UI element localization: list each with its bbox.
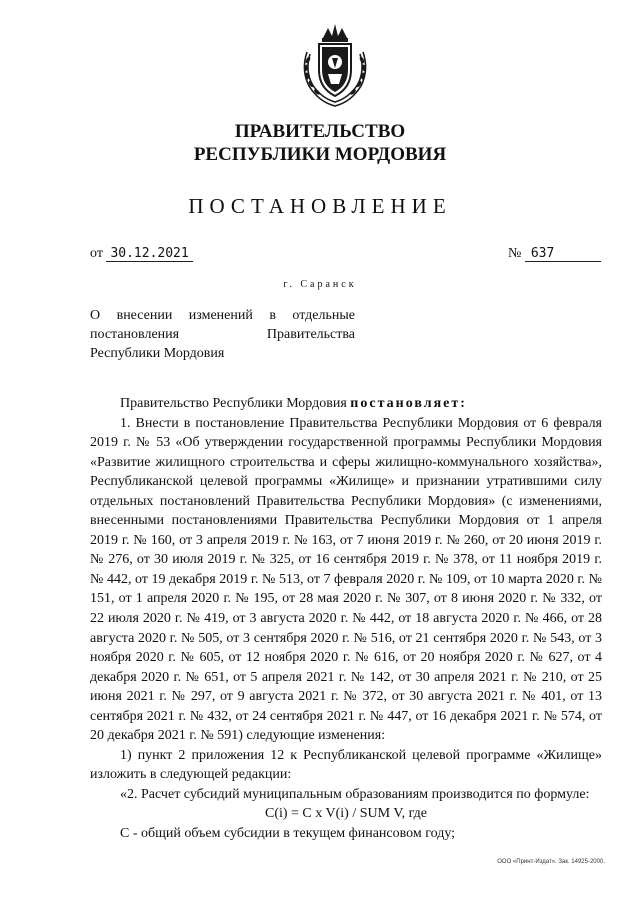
document-subject bbox=[90, 306, 355, 363]
organization-name-line1: ПРАВИТЕЛЬСТВО bbox=[234, 121, 406, 142]
definition-c: С - общий объем субсидии в текущем финансовом году; bbox=[120, 826, 456, 842]
intro-paragraph bbox=[90, 394, 602, 414]
date-prefix: от bbox=[90, 246, 103, 261]
coat-of-arms-emblem bbox=[295, 18, 375, 110]
subject-line: Республики Мордовия bbox=[90, 346, 225, 361]
document-date bbox=[90, 246, 193, 262]
city-label: г. Саранск bbox=[283, 279, 357, 290]
intro-keyword: постановляет: bbox=[350, 396, 467, 411]
document-type-title: ПОСТАНОВЛЕНИЕ bbox=[188, 194, 452, 218]
subject-line: О внесении изменений в отдельные bbox=[90, 308, 355, 323]
organization-name-line2: РЕСПУБЛИКИ МОРДОВИЯ bbox=[193, 144, 447, 165]
document-body bbox=[90, 394, 602, 844]
subject-line: постановления Правительства bbox=[90, 327, 355, 342]
document-number bbox=[508, 246, 601, 262]
print-note: ООО «Принт-Издат». Зак. 14925-2000. bbox=[497, 859, 605, 865]
number-prefix: № bbox=[508, 246, 522, 261]
item-1-paragraph: 1. Внести в постановление Правительства Республики Мордовия от 6 февраля 2019 г. № 53 «Об утверждении государственной программы Республики Мордовия «Развитие жилищного строительства и сферы жилищно-коммунального хозяйства», Республиканской целевой программы «Жилище» и признании утратившими силу отдельных постановлений Правительства Республики Мордовия» (с изменениями, внесенными постановлениями Правительства Республики Мордовия от 1 апреля 2019 г. № 160, от 3 апреля 2019 г. № 163, от 7 июня 2019 г. № 260, от 20 июня 2019 г. № 276, от 30 июля 2019 г. № 325, от 16 сентября 2019 г. № 378, от 11 ноября 2019 г. № 442, от 19 декабря 2019 г. № 513, от 7 февраля 2020 г. № 109, от 10 марта 2020 г. № 151, от 1 апреля 2020 г. № 195, от 28 мая 2020 г. № 307, от 8 июня 2020 г. № 332, от 22 июля 2020 г. № 419, от 3 августа 2020 г. № 442, от 18 августа 2020 г. № 466, от 28 августа 2020 г. № 505, от 3 сентября 2020 г. № 516, от 21 сентября 2020 г. № 543, от 3 ноября 2020 г. № 605, от 12 ноября 2020 г. № 616, от 20 ноября 2020 г. № 627, от 4 декабря 2020 г. № 651, от 5 апреля 2021 г. № 142, от 30 апреля 2021 г. № 210, от 25 июня 2021 г. № 297, от 9 августа 2021 г. № 372, от 30 августа 2021 г. № 401, от 13 сентября 2021 г. № 432, от 24 сентября 2021 г. № 447, от 16 декабря 2021 г. № 574, от 20 декабря 2021 г. № 591) следующие изменения: bbox=[90, 415, 602, 744]
formula: C(i) = C x V(i) / SUM V, где bbox=[264, 806, 428, 822]
quote-paragraph: «2. Расчет субсидий муниципальным образованиям производится по формуле: bbox=[120, 786, 590, 802]
date-value: 30.12.2021 bbox=[106, 246, 192, 262]
intro-prefix: Правительство Республики Мордовия bbox=[120, 396, 347, 411]
subitem-1-paragraph: 1) пункт 2 приложения 12 к Республиканской целевой программе «Жилище» изложить в следующей редакции: bbox=[90, 747, 602, 783]
number-value: 637 bbox=[525, 246, 601, 262]
